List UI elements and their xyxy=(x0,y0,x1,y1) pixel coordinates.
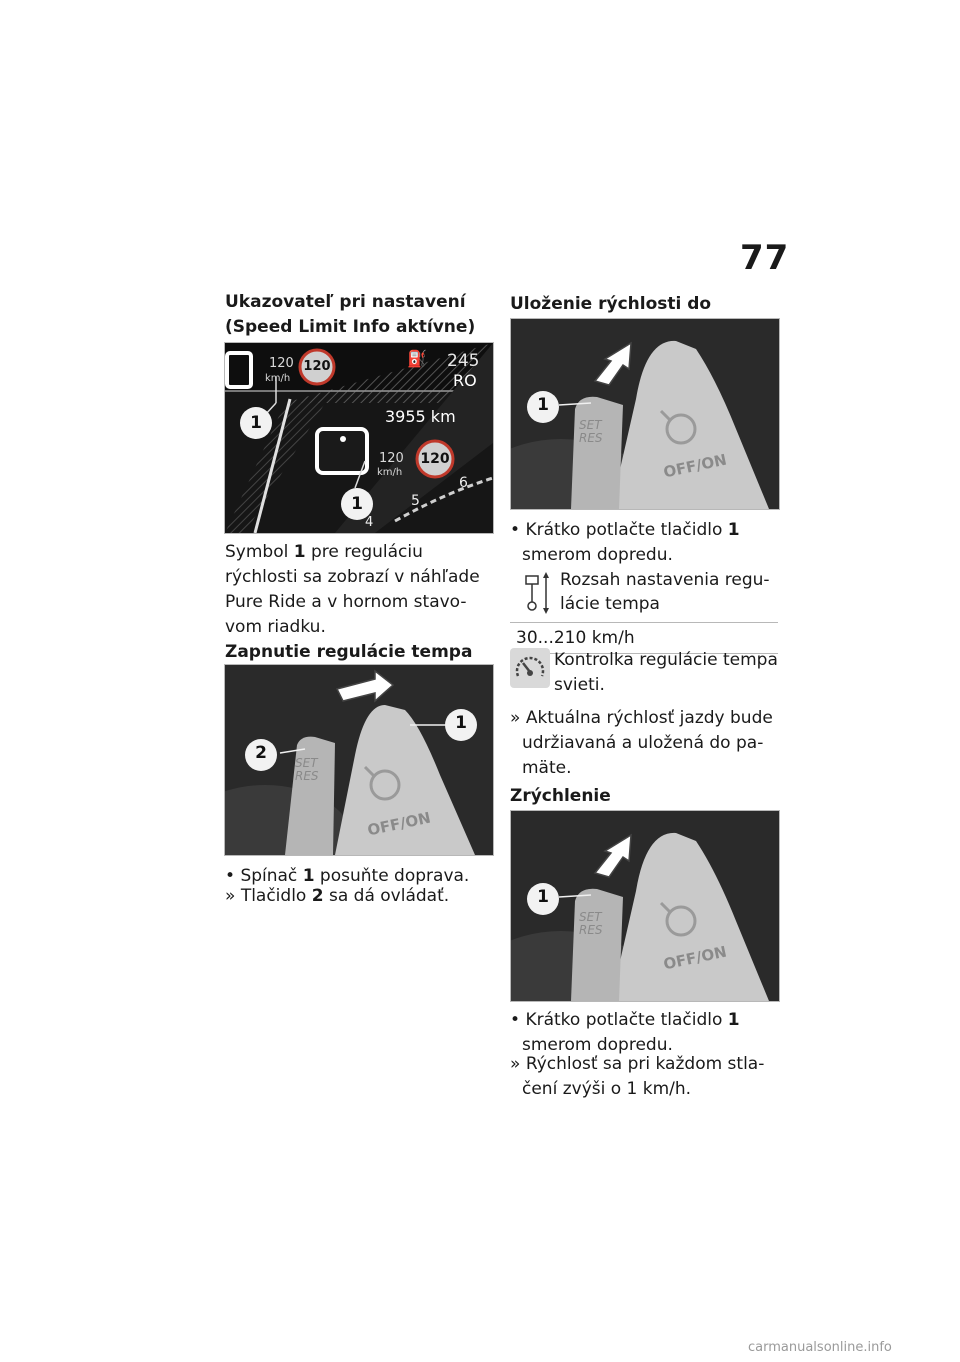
off-on-switch-label: OFF/ON xyxy=(661,942,729,974)
cruise-control-indicator-icon xyxy=(510,648,550,688)
figure-set-button-save xyxy=(510,318,780,510)
callout-label-2: 2 xyxy=(255,743,267,763)
figure-cruise-switch-on xyxy=(224,664,494,856)
set-res-button-label: SET RES xyxy=(579,418,603,445)
setting-range-value: 30...210 km/h xyxy=(510,623,778,654)
footer-watermark: carmanualsonline.info xyxy=(748,1340,892,1355)
set-res-button-label: SET RES xyxy=(295,756,319,783)
speed-value-top: 120 xyxy=(269,356,294,371)
fuel-icon: ⛽ xyxy=(407,349,427,368)
result-speed-increase: » Rýchlosť sa pri každom stla- čení zvýši o 1 km/h. xyxy=(510,1054,765,1099)
speed-unit-middle: km/h xyxy=(377,467,403,478)
scale-mark-5: 5 xyxy=(411,493,420,509)
step-press-button-accelerate: • Krátko potlačte tlačidlo 1 smerom dopredu. xyxy=(510,1010,740,1055)
callout-label-1-bottom: 1 xyxy=(351,494,363,514)
callout-label-1: 1 xyxy=(537,395,549,415)
callout-label-1: 1 xyxy=(455,713,467,733)
symbol-description: Symbol 1 pre reguláciu rýchlosti sa zobrazí v náhľade Pure Ride a v hornom stavo- vom riadku. xyxy=(225,542,480,637)
off-on-switch-label: OFF/ON xyxy=(661,450,729,482)
section-heading-save-speed: Uloženie rýchlosti do xyxy=(510,294,712,314)
scale-mark-6: 6 xyxy=(459,475,468,491)
figure-dashboard-display xyxy=(224,342,494,534)
set-res-button-label: SET RES xyxy=(579,910,603,937)
speed-limit-sign-top: 120 xyxy=(303,359,331,374)
scale-mark-4: 4 xyxy=(365,515,374,530)
section-heading-speed-limit-indicator: Ukazovateľ pri nastavení (Speed Limit Info aktívne) xyxy=(225,292,476,337)
ride-mode-text: RO xyxy=(453,371,477,390)
indicator-lamp-text: Kontrolka regulácie tempa svieti. xyxy=(554,650,778,695)
speed-limit-sign-middle: 120 xyxy=(420,451,450,467)
callout-label-1-top: 1 xyxy=(250,413,262,433)
range-icon xyxy=(510,564,560,622)
result-button-operable: » Tlačidlo 2 sa dá ovládať. xyxy=(225,886,450,906)
off-on-switch-label: OFF/ON xyxy=(365,808,433,840)
speed-value-middle: 120 xyxy=(379,451,404,466)
page-number: 77 xyxy=(740,238,790,278)
info-box-setting-range: Rozsah nastavenia regu- lácie tempa 30...210 km/h xyxy=(510,564,778,654)
odometer-value: 3955 km xyxy=(385,407,456,426)
callout-label-1: 1 xyxy=(537,887,549,907)
result-speed-kept: » Aktuálna rýchlosť jazdy bude udržiavaná a uložená do pa- mäte. xyxy=(510,708,773,778)
step-press-button-save: • Krátko potlačte tlačidlo 1 smerom dopredu. xyxy=(510,520,740,565)
speed-unit-top: km/h xyxy=(265,373,291,384)
range-value: 245 xyxy=(447,351,480,371)
section-heading-cruise-on: Zapnutie regulácie tempa xyxy=(225,642,473,662)
section-heading-acceleration: Zrýchlenie xyxy=(510,786,611,806)
figure-set-button-accelerate xyxy=(510,810,780,1002)
step-move-switch: • Spínač 1 posuňte doprava. xyxy=(225,866,470,886)
